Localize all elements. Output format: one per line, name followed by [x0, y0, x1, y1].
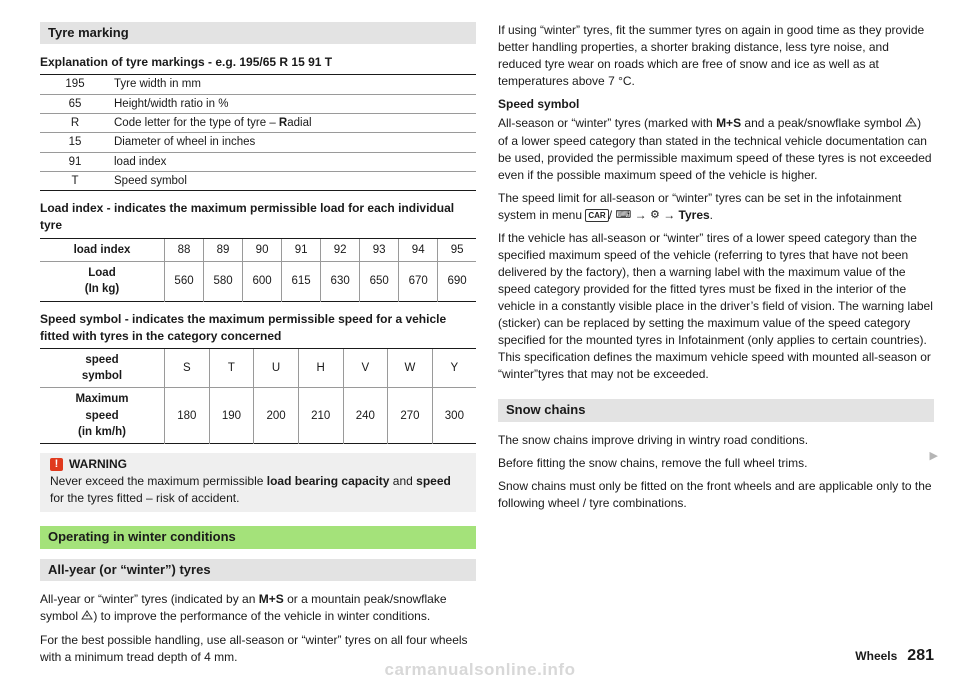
marking-desc-text: Code letter for the type of tyre –: [114, 117, 279, 130]
speed-row-label-line: speed: [85, 409, 119, 422]
right-column: [498, 22, 934, 518]
warning-box: [40, 453, 476, 512]
paragraph-text: ) to improve the performance of the vehicle in winter conditions.: [93, 609, 431, 624]
marking-code: 91: [40, 152, 110, 171]
warning-title: WARNING: [69, 457, 127, 472]
speed-row-label: [40, 388, 165, 444]
speed-header-label: [40, 348, 165, 388]
speed-symbol-value: W: [388, 348, 433, 388]
max-speed-value: 180: [165, 388, 210, 444]
paragraph-text: All-year or “winter” tyres (indicated by an: [40, 592, 259, 607]
page-number: 281: [907, 647, 934, 664]
table-row: [40, 261, 476, 301]
marking-desc: load index: [110, 152, 476, 171]
load-kg-value: 600: [243, 261, 282, 301]
car-menu-icon: CAR: [585, 209, 608, 222]
marking-code: 65: [40, 94, 110, 113]
speed-header-label-line: speed: [85, 353, 119, 366]
infotainment-paragraph: The speed limit for all-season or “winter” tyres can be set in the infotainment system in menu CAR / ⌨ → ⚙ → Tyres.: [498, 190, 902, 222]
warning-text-bold: load bearing capacity: [266, 474, 390, 489]
load-kg-value: 630: [321, 261, 360, 301]
warning-title-row: [50, 456, 466, 473]
max-speed-value: 300: [432, 388, 476, 444]
mountain-snowflake-icon: [81, 608, 93, 626]
table-row: [40, 172, 476, 191]
marking-desc: Speed symbol: [110, 172, 476, 191]
speed-symbol-value: U: [254, 348, 299, 388]
tyre-marking-table: [40, 74, 476, 191]
table-row: [40, 133, 476, 152]
speed-row-label-line: (in km/h): [78, 425, 126, 438]
left-column: [40, 22, 476, 672]
menu-arrow: →: [634, 207, 647, 222]
speed-symbol-value: T: [209, 348, 254, 388]
speed-symbol-value: H: [298, 348, 343, 388]
load-index-value: 90: [243, 238, 282, 261]
load-row-label-line: Load: [88, 266, 116, 279]
winter-conditions-heading: Operating in winter conditions: [40, 526, 476, 548]
paragraph-text: or a mountain peak/snowflake symbol: [40, 592, 447, 624]
paragraph-text: All-season or “winter” tyres (marked with: [498, 116, 717, 131]
table-row: [40, 94, 476, 113]
marking-desc-text: adial: [287, 117, 312, 130]
vehicle-icon: ⌨: [615, 208, 632, 221]
marking-desc: Height/width ratio in %: [110, 94, 476, 113]
snow-chains-paragraph-1: The snow chains improve driving in wintry road conditions.: [498, 432, 809, 447]
paragraph-text: The speed limit for all-season or “winter” tyres can be set in the infotainment system in menu: [498, 190, 902, 222]
marking-desc: Diameter of wheel in inches: [110, 133, 476, 152]
tyre-marking-heading: Tyre marking: [40, 22, 476, 44]
table-row: [40, 388, 476, 444]
marking-desc: Tyre width in mm: [110, 75, 476, 94]
mountain-snowflake-icon: [905, 115, 917, 133]
speed-symbol-value: Y: [432, 348, 476, 388]
menu-tyres: Tyres: [678, 207, 710, 222]
speed-symbol-paragraph: [498, 115, 934, 184]
warning-text-part: for the tyres fitted – risk of accident.: [50, 491, 240, 506]
paragraph-text: and a peak/snowflake symbol: [741, 116, 906, 131]
speed-symbol-value: V: [343, 348, 388, 388]
table-row: [40, 152, 476, 171]
paragraph-text: ) of a lower speed category than stated in the technical vehicle documentation can be used, provided the permissible maximum speed of these tyres is not exceeded even if the possible maximum speed of the vehicle is higher.: [498, 116, 932, 182]
load-kg-value: 560: [165, 261, 204, 301]
all-year-paragraph-2: For the best possible handling, use all-season or “winter” tyres on all four wheels with a minimum tread depth of 4 mm.: [40, 632, 468, 664]
load-kg-value: 580: [204, 261, 243, 301]
paragraph-bold: M+S: [716, 116, 742, 131]
marking-desc-bold: R: [278, 117, 288, 130]
speed-row-label-line: Maximum: [75, 393, 129, 406]
warning-text: [50, 473, 466, 507]
marking-code: 15: [40, 133, 110, 152]
warning-text-part: Never exceed the maximum permissible: [50, 474, 267, 489]
speed-symbol-value: S: [165, 348, 210, 388]
warning-icon: !: [50, 458, 63, 471]
tyre-marking-intro: Explanation of tyre markings - e.g. 195/65 R 15 91 T: [40, 55, 333, 70]
load-kg-value: 690: [438, 261, 476, 301]
marking-code: T: [40, 172, 110, 191]
load-row-label-line: (In kg): [84, 283, 120, 296]
table-row: [40, 348, 476, 388]
snow-chains-heading: Snow chains: [498, 399, 934, 421]
watermark: carmanualsonline.info: [384, 660, 576, 679]
paragraph-bold: M+S: [258, 592, 284, 607]
table-row: [40, 238, 476, 261]
load-kg-value: 615: [282, 261, 321, 301]
settings-icon: ⚙: [649, 208, 660, 221]
speed-symbol-table: [40, 348, 476, 445]
max-speed-value: 200: [254, 388, 299, 444]
footer-section-name: Wheels: [855, 649, 898, 663]
load-index-intro: Load index - indicates the maximum permissible load for each individual tyre: [40, 201, 455, 233]
warning-text-part: and: [389, 474, 417, 489]
all-year-tyres-heading: All-year (or “winter”) tyres: [40, 559, 476, 581]
table-row: [40, 114, 476, 133]
table-row: [40, 75, 476, 94]
load-index-header-label: load index: [40, 238, 165, 261]
marking-code: R: [40, 114, 110, 133]
marking-code: 195: [40, 75, 110, 94]
load-index-value: 89: [204, 238, 243, 261]
load-kg-value: 670: [399, 261, 438, 301]
max-speed-value: 270: [388, 388, 433, 444]
speed-symbol-label: Speed symbol: [498, 97, 580, 112]
speed-header-label-line: symbol: [81, 369, 123, 382]
load-index-value: 88: [165, 238, 204, 261]
snow-chains-paragraph-3: Snow chains must only be fitted on the front wheels and are applicable only to the following wheel / tyre combinations.: [498, 478, 932, 510]
summer-tyres-paragraph: If using “winter” tyres, fit the summer tyres on again in good time as they provide better handling properties, a shorter braking distance, less tyre noise, and reduced tyre wear on roads which are free of snow and ice as well as at temperatures above 7 °C.: [498, 23, 925, 89]
triangle-right-icon: ▶: [929, 450, 938, 462]
max-speed-value: 240: [343, 388, 388, 444]
load-index-value: 91: [282, 238, 321, 261]
speed-symbol-intro: Speed symbol - indicates the maximum permissible speed for a vehicle fitted with tyres in the category concerned: [40, 311, 447, 343]
max-speed-value: 190: [209, 388, 254, 444]
load-index-table: [40, 238, 476, 302]
max-speed-value: 210: [298, 388, 343, 444]
load-row-label: [40, 261, 165, 301]
warning-label-paragraph: If the vehicle has all-season or “winter” tires of a lower speed category than the specified maximum speed of the vehicle (referring to tyres that have not been delivered by the factory), then a warning label with the maximum value of the speed category provided for the fitted tyres must be fixed in the interior of the vehicle in a constantly visible place in the driver’s field of vision. The warning label (sticker) can be replaced by setting the maximum value of the speed category specified for the mounted tyres in Infotainment (only applies to certain countries). This specification defines the maximum vehicle speed with mounted all-season or “winter”tyres that may not be exceeded.: [498, 230, 933, 382]
load-kg-value: 650: [360, 261, 399, 301]
load-index-value: 92: [321, 238, 360, 261]
load-index-value: 93: [360, 238, 399, 261]
snow-chains-paragraph-2: Before fitting the snow chains, remove the full wheel trims.: [498, 455, 808, 470]
load-index-value: 94: [399, 238, 438, 261]
load-index-value: 95: [438, 238, 476, 261]
all-year-paragraph: [40, 591, 476, 626]
menu-arrow: →: [663, 207, 676, 222]
warning-text-bold: speed: [416, 474, 451, 489]
marking-desc: [110, 114, 476, 133]
